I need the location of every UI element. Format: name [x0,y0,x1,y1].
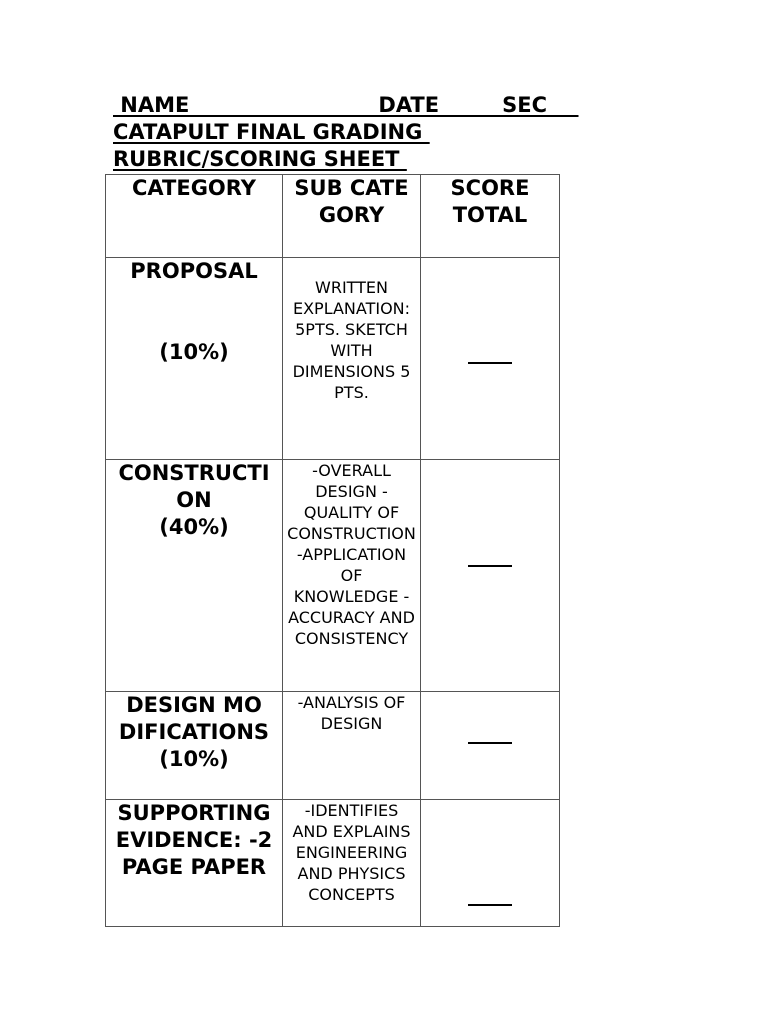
category-name: CONSTRUCTION [118,461,270,512]
subcategory-text: -ANALYSIS OF DESIGN [297,693,406,733]
category-percent: (10%) [159,340,229,364]
title-line-1: CATAPULT FINAL GRADING [113,120,430,144]
subcategory-cell [283,800,421,927]
score-blank [468,565,512,567]
score-cell [421,800,560,927]
table-row [106,692,560,800]
table-row [106,800,560,927]
name-date-section-line: NAME__________________DATE______SEC___ [113,93,579,117]
subcategory-cell [283,258,421,460]
rubric-table [105,174,560,927]
score-blank [468,742,512,744]
header-category [106,175,283,258]
category-percent: (10%) [159,747,229,771]
category-name: SUPPORTING EVIDENCE: -2 PAGE PAPER [115,801,273,879]
header-score-total [421,175,560,258]
subcategory-cell [283,692,421,800]
table-row [106,460,560,692]
category-percent: (40%) [159,515,229,539]
subcategory-cell [283,460,421,692]
category-cell [106,800,283,927]
score-cell [421,460,560,692]
score-cell [421,692,560,800]
score-blank [468,362,512,364]
title-line-2: RUBRIC/SCORING SHEET [113,147,407,171]
subcategory-text: -IDENTIFIES AND EXPLAINS ENGINEERING AND PHYSICS CONCEPTS [292,801,411,904]
category-cell [106,692,283,800]
score-cell [421,258,560,460]
header-score-label: SCORE TOTAL [450,176,530,227]
table-row [106,258,560,460]
category-cell [106,460,283,692]
header-subcategory [283,175,421,258]
category-name: PROPOSAL [130,259,258,283]
category-cell [106,258,283,460]
header-category-label: CATEGORY [131,176,257,200]
subcategory-text: WRITTEN EXPLANATION: 5PTS. SKETCH WITH DIMENSIONS 5 PTS. [292,278,411,402]
table-header-row [106,175,560,258]
header-subcategory-label: SUB CATEGORY [294,176,409,227]
category-name: DESIGN MODIFICATIONS [118,693,270,744]
score-blank [468,904,512,906]
subcategory-text: -OVERALL DESIGN -QUALITY OF CONSTRUCTION -APPLICATION OF KNOWLEDGE -ACCURACY AND CONSISTENCY [287,461,416,648]
